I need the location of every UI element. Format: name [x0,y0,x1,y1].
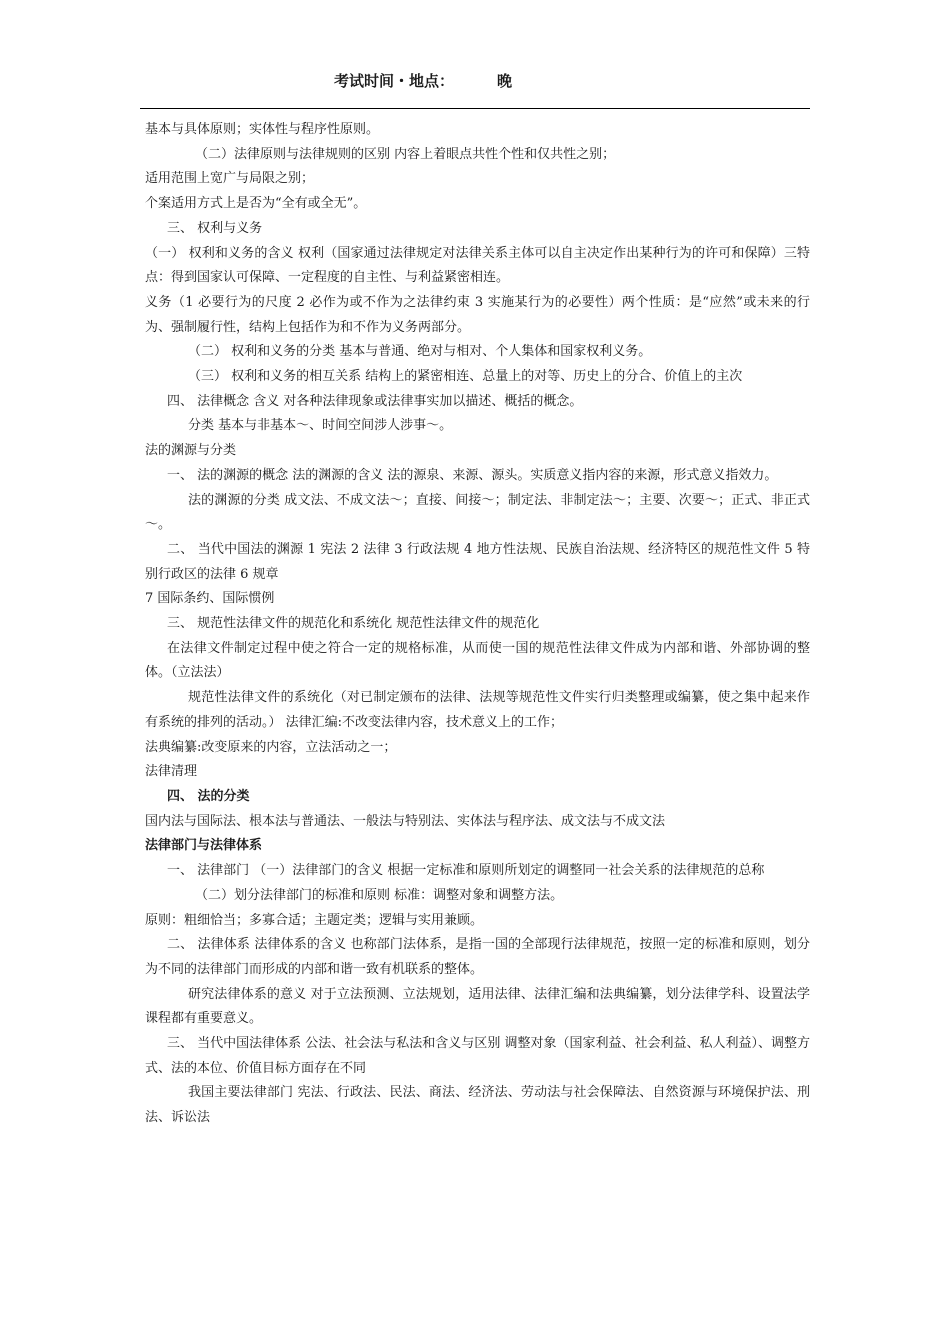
text-line: 法典编纂:改变原来的内容，立法活动之一； [145,739,397,755]
section-heading: 三、 规范性法律文件的规范化和系统化 规范性法律文件的规范化 [167,616,540,632]
paragraph: 我国主要法律部门 宪法、行政法、民法、商法、经济法、劳动法与社会保障法、自然资源与环境保护法、刑法、诉讼法 [145,1085,810,1126]
section-heading: 四、 法律概念 含义 对各种法律现象或法律事实加以描述、概括的概念。 [167,393,583,409]
paragraph: 在法律文件制定过程中使之符合一定的规格标准，从而使一国的规范性法律文件成为内部和谐、外部协调的整体。（立法法） [145,640,810,681]
page-header [140,66,810,109]
text-line: （二） 权利和义务的分类 基本与普通、绝对与相对、个人集体和国家权利义务。 [188,344,652,360]
text-line: 适用范围上宽广与局限之别； [145,171,315,187]
paragraph: （三） 权利和义务的相互关系 结构上的紧密相连、总量上的对等、历史上的分合、价值上的主次 [188,369,743,385]
chapter-heading: 法律部门与法律体系 [145,838,263,854]
chapter-heading: 法的渊源与分类 [145,443,237,459]
paragraph: （一） 权利和义务的含义 权利（国家通过法律规定对法律关系主体可以自主决定作出某种行为的许可和保障）三特点：得到国家认可保障、一定程度的自主性、与利益紧密相连。 [145,245,810,286]
text-line: 原则：粗细恰当；多寡合适；主题定类；逻辑与实用兼顾。 [145,912,484,928]
text-line: 个案适用方式上是否为“全有或全无”。 [145,196,367,212]
paragraph: 规范性法律文件的系统化（对已制定颁布的法律、法规等规范性文件实行归类整理或编纂，使之集中起来作有系统的排列的活动。） 法律汇编:不改变法律内容，技术意义上的工作； [145,690,810,730]
text-line: 国内法与国际法、根本法与普通法、一般法与特别法、实体法与程序法、成文法与不成文法 [145,813,666,829]
paragraph: 义务（1 必要行为的尺度 2 必作为或不作为之法律约束 3 实施某行为的必要性）两个性质：是“应然”或未来的行为、强制履行性，结构上包括作为和不作为义务两部分。 [145,294,810,335]
header-title: 考试时间・地点： [334,72,455,90]
paragraph: 一、 法的渊源的概念 法的渊源的含义 法的源泉、来源、源头。实质意义指内容的来源，形式意义指效力。 [167,467,778,483]
paragraph: 研究法律体系的意义 对于立法预测、立法规划，适用法律、法律汇编和法典编纂，划分法律学科、设置法学课程都有重要意义。 [145,986,810,1027]
paragraph: 二、 当代中国法的渊源 1 宪法 2 法律 3 行政法规 4 地方性法规、民族自治法规、经济特区的规范性文件 5 特别行政区的法律 6 规章 [145,541,810,582]
text-line: 7 国际条约、国际惯例 [145,591,275,607]
header-suffix: 晚 [497,72,513,90]
text-line: （二）法律原则与法律规则的区别 内容上着眼点共性个性和仅共性之别； [195,146,616,162]
text-line: 法律清理 [145,764,198,780]
paragraph: 法的渊源的分类 成文法、不成文法～；直接、间接～；制定法、非制定法～；主要、次要～；正式、非正式～。 [145,492,810,533]
paragraph: 一、 法律部门 （一）法律部门的含义 根据一定标准和原则所划定的调整同一社会关系的法律规范的总称 [167,863,765,879]
paragraph: 二、 法律体系 法律体系的含义 也称部门法体系，是指一国的全部现行法律规范，按照一定的标准和原则，划分为不同的法律部门而形成的内部和谐一致有机联系的整体。 [145,937,810,977]
document-body [145,118,810,1131]
paragraph: 三、 当代中国法律体系 公法、社会法与私法和含义与区别 调整对象（国家利益、社会利益、私人利益）、调整方式、法的本位、价值目标方面存在不同 [145,1036,810,1076]
section-heading: 四、 法的分类 [167,788,250,804]
text-line: 分类 基本与非基本～、时间空间涉人涉事～。 [188,418,453,434]
section-heading: 三、 权利与义务 [167,220,263,236]
text-line: 基本与具体原则；实体性与程序性原则。 [145,122,380,137]
text-line: （二）划分法律部门的标准和原则 标准：调整对象和调整方法。 [195,887,564,903]
